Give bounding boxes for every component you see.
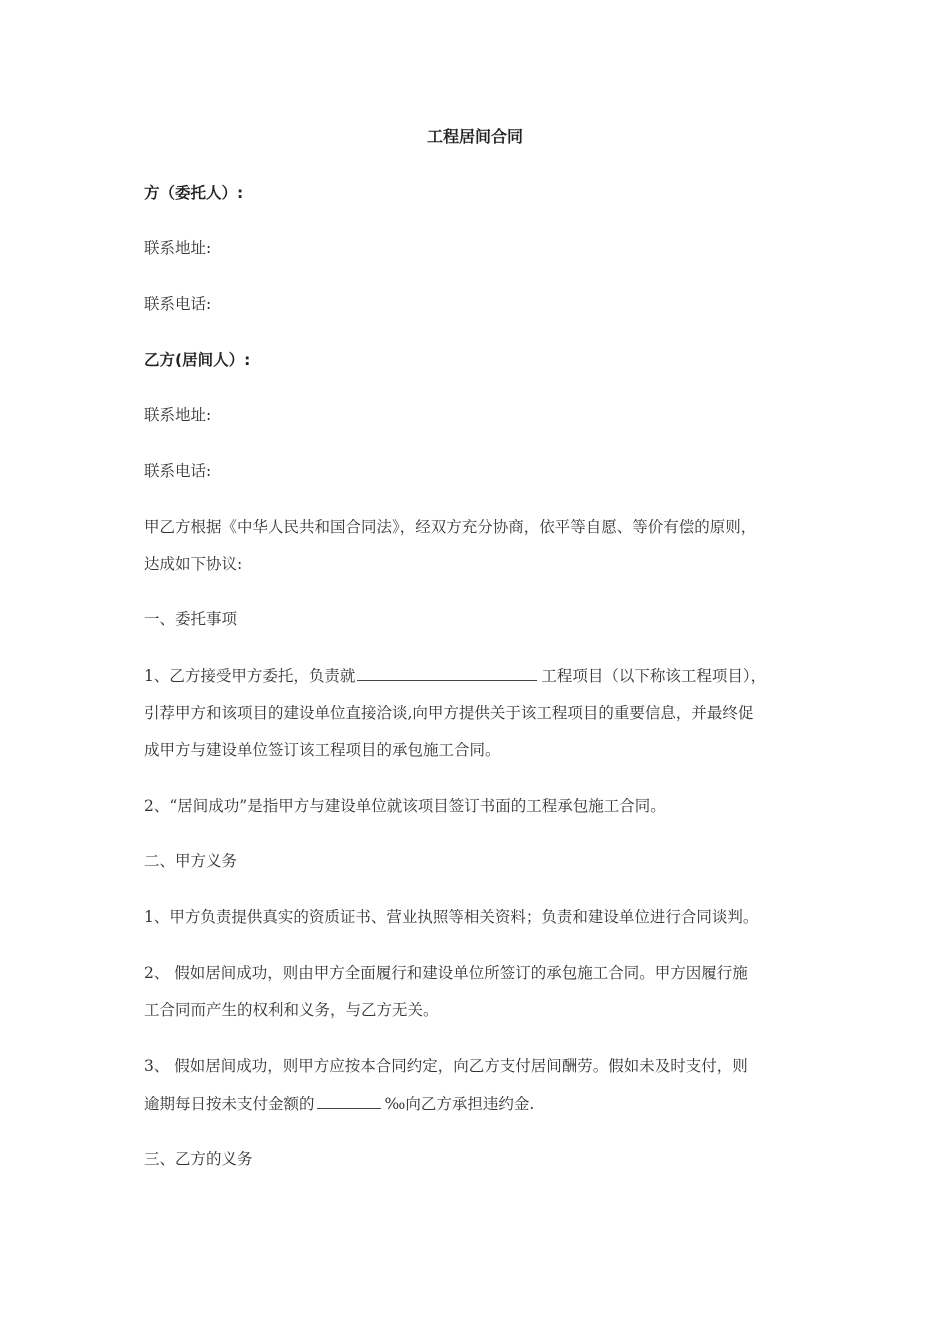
section-2-item-1: 1、甲方负责提供真实的资质证书、营业执照等相关资料；负责和建设单位进行合同谈判。 bbox=[144, 908, 759, 926]
s2-item3-suffix: ‰向乙方承担违约金. bbox=[384, 1095, 535, 1113]
document-title: 工程居间合同 bbox=[426, 127, 523, 146]
section-2-heading: 二、甲方义务 bbox=[144, 852, 238, 870]
party-b-heading: 乙方(居间人）: bbox=[144, 351, 251, 369]
section-1-item-1-line-2: 引荐甲方和该项目的建设单位直接洽谈,向甲方提供关于该工程项目的重要信息，并最终促 bbox=[144, 704, 754, 722]
party-a-address-label: 联系地址: bbox=[144, 239, 212, 257]
party-a-phone-label: 联系电话: bbox=[144, 295, 212, 313]
section-2-item-2-line-1: 2、 假如居间成功，则由甲方全面履行和建设单位所签订的承包施工合同。甲方因履行施 bbox=[144, 964, 748, 982]
s1-item1-prefix: 1、乙方接受甲方委托，负责就 bbox=[144, 667, 356, 685]
party-a-heading: 方（委托人）: bbox=[144, 184, 244, 202]
party-b-phone-label: 联系电话: bbox=[144, 462, 212, 480]
section-1-item-1-line-1 bbox=[144, 664, 810, 687]
section-2-item-3-line-2 bbox=[144, 1092, 810, 1115]
section-2-item-2-line-2: 工合同而产生的权利和义务，与乙方无关。 bbox=[144, 1001, 439, 1019]
preamble-line-2: 达成如下协议: bbox=[144, 555, 243, 573]
party-b-address-label: 联系地址: bbox=[144, 406, 212, 424]
section-3-heading: 三、乙方的义务 bbox=[144, 1150, 253, 1168]
s2-item3-prefix: 逾期每日按未支付金额的 bbox=[144, 1095, 315, 1113]
s1-item1-suffix: 工程项目（以下称该工程项目）， bbox=[541, 667, 767, 685]
section-1-item-2: 2、“居间成功”是指甲方与建设单位就该项目签订书面的工程承包施工合同。 bbox=[144, 797, 666, 815]
section-2-item-3-line-1: 3、 假如居间成功，则甲方应按本合同约定，向乙方支付居间酬劳。假如未及时支付，则 bbox=[144, 1057, 748, 1075]
preamble-line-1: 甲乙方根据《中华人民共和国合同法》，经双方充分协商，依平等自愿、等价有偿的原则， bbox=[144, 518, 757, 536]
section-1-item-1-line-3: 成甲方与建设单位签订该工程项目的承包施工合同。 bbox=[144, 741, 501, 759]
project-name-blank bbox=[357, 664, 537, 681]
penalty-rate-blank bbox=[317, 1092, 381, 1109]
section-1-heading: 一、委托事项 bbox=[144, 610, 238, 628]
